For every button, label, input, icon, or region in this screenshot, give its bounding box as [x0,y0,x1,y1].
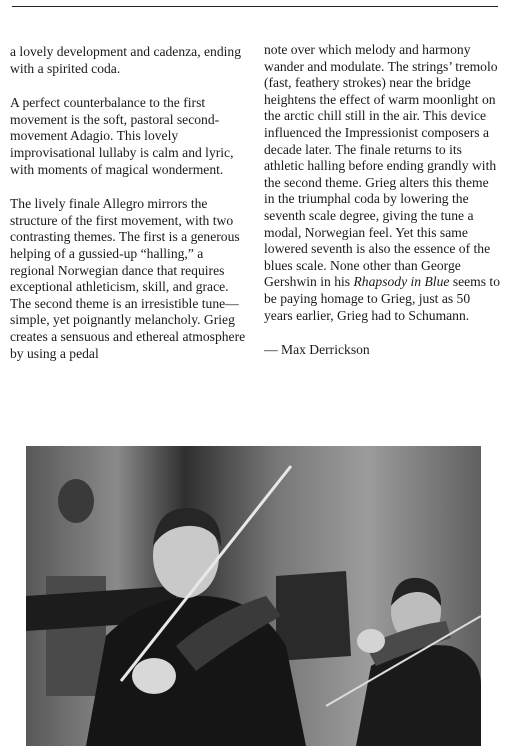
paragraph-development: a lovely development and cadenza, ending with a spirited coda. [10,44,242,76]
author-signature: — Max Derrickson [264,342,370,358]
homage-text: seems to be paying homage to Grieg, just as 50 years earlier, Grieg had to Schumann. [264,274,501,323]
paragraph-finale: The lively finale Allegro mirrors the structure of the first movement, with two contrasting themes. The first is a generous helping of a gussied-up “halling,” a regional Norwegian dance that requires exceptional athleticism, skill, and grace. The second theme is an irresistible tune—simple, yet poignantly melancholy. Grieg creates a sensuous and ethereal atmosphere by using a pedal [10,196,246,361]
tremolo-text: note over which melody and harmony wander and modulate. The strings’ tremolo (fast, feathery strokes) near the bridge heightens the effect of warm moonlight on the arctic chill still in the air. This device influenced the Impressionist composers a decade later. The finale returns to its athletic halling before ending grandly with the second theme. Grieg alters this theme in the triumphal coda by lowering the seventh scale degree, giving the tune a modal, Norwegian feel. Yet this same lowered seventh is also the essence of the blues scale. None other than George Gershwin in his [264,42,498,290]
paragraph-tremolo [264,42,502,324]
orchestra-photo [26,446,481,746]
top-rule [12,6,498,7]
paragraph-adagio: A perfect counterbalance to the first movement is the soft, pastoral second-movement Adagio. This lovely improvisational lullaby is calm and lyric, with moments of magical wonderment. [10,95,234,177]
violinists-illustration [26,446,481,746]
rhapsody-title: Rhapsody in Blue [353,274,450,290]
right-column [264,42,502,359]
left-column [10,44,248,362]
